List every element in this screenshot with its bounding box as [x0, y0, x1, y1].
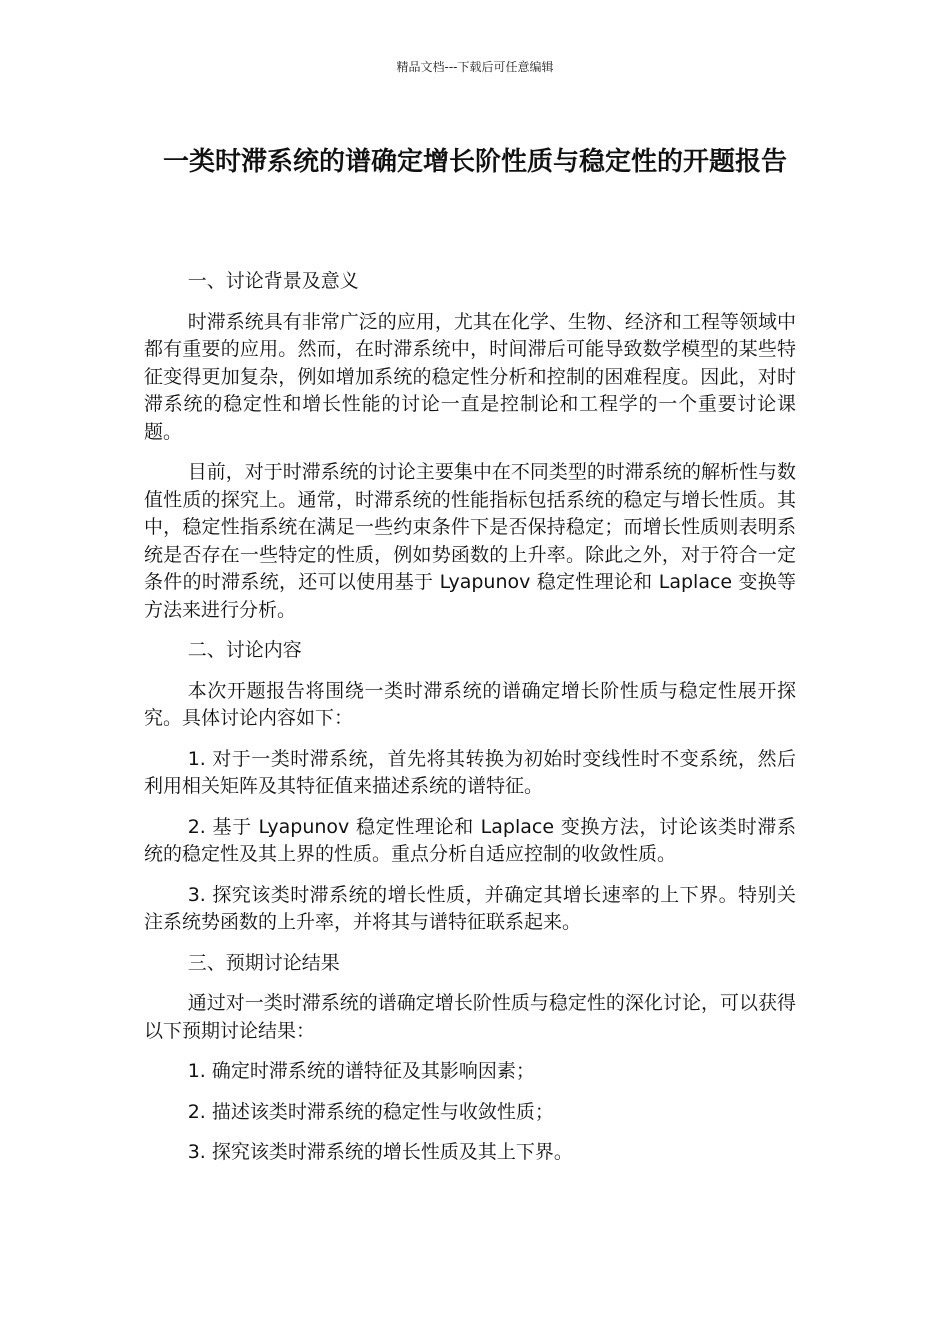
- section-heading-results: 三、预期讨论结果: [187, 951, 340, 974]
- document-title: 一类时滞系统的谱确定增长阶性质与稳定性的开题报告: [162, 147, 787, 177]
- paragraph: 时滞系统具有非常广泛的应用，尤其在化学、生物、经济和工程等领域中都有重要的应用。然而，在时滞系统中，时间滞后可能导致数学模型的某些特征变得更加复杂，例如增加系统的稳定性分析和控制的困难程度。因此，对时滞系统的稳定性和增长性能的讨论一直是控制论和工程学的一个重要讨论课题。: [144, 310, 796, 443]
- paragraph: 通过对一类时滞系统的谱确定增长阶性质与稳定性的深化讨论，可以获得以下预期讨论结果：: [144, 992, 796, 1042]
- paragraph: 本次开题报告将围绕一类时滞系统的谱确定增长阶性质与稳定性展开探究。具体讨论内容如下：: [144, 679, 796, 729]
- header-note: 精品文档---下载后可任意编辑: [396, 60, 554, 74]
- list-item: 3. 探究该类时滞系统的增长性质，并确定其增长速率的上下界。特别关注系统势函数的上升率，并将其与谱特征联系起来。: [144, 883, 796, 933]
- list-item: 1. 确定时滞系统的谱特征及其影响因素；: [187, 1060, 535, 1082]
- paragraph: 目前，对于时滞系统的讨论主要集中在不同类型的时滞系统的解析性与数值性质的探究上。通常，时滞系统的性能指标包括系统的稳定与增长性质。其中，稳定性指系统在满足一些约束条件下是否保持稳定；而增长性质则表明系统是否存在一些特定的性质，例如势函数的上升率。除此之外，对于符合一定条件的时滞系统，还可以使用基于 Lyapunov 稳定性理论和 Laplace 变换等方法来进行分析。: [144, 461, 796, 621]
- list-item: 3. 探究该类时滞系统的增长性质及其上下界。: [187, 1141, 573, 1163]
- list-item: 1. 对于一类时滞系统，首先将其转换为初始时变线性时不变系统，然后利用相关矩阵及其特征值来描述系统的谱特征。: [144, 747, 796, 797]
- list-item: 2. 描述该类时滞系统的稳定性与收敛性质；: [187, 1100, 554, 1123]
- section-heading-background: 一、讨论背景及意义: [187, 270, 359, 292]
- section-heading-content: 二、讨论内容: [187, 639, 302, 661]
- document-body: [144, 268, 796, 1180]
- list-item: 2. 基于 Lyapunov 稳定性理论和 Laplace 变换方法，讨论该类时滞系统的稳定性及其上界的性质。重点分析自适应控制的收敛性质。: [144, 815, 796, 865]
